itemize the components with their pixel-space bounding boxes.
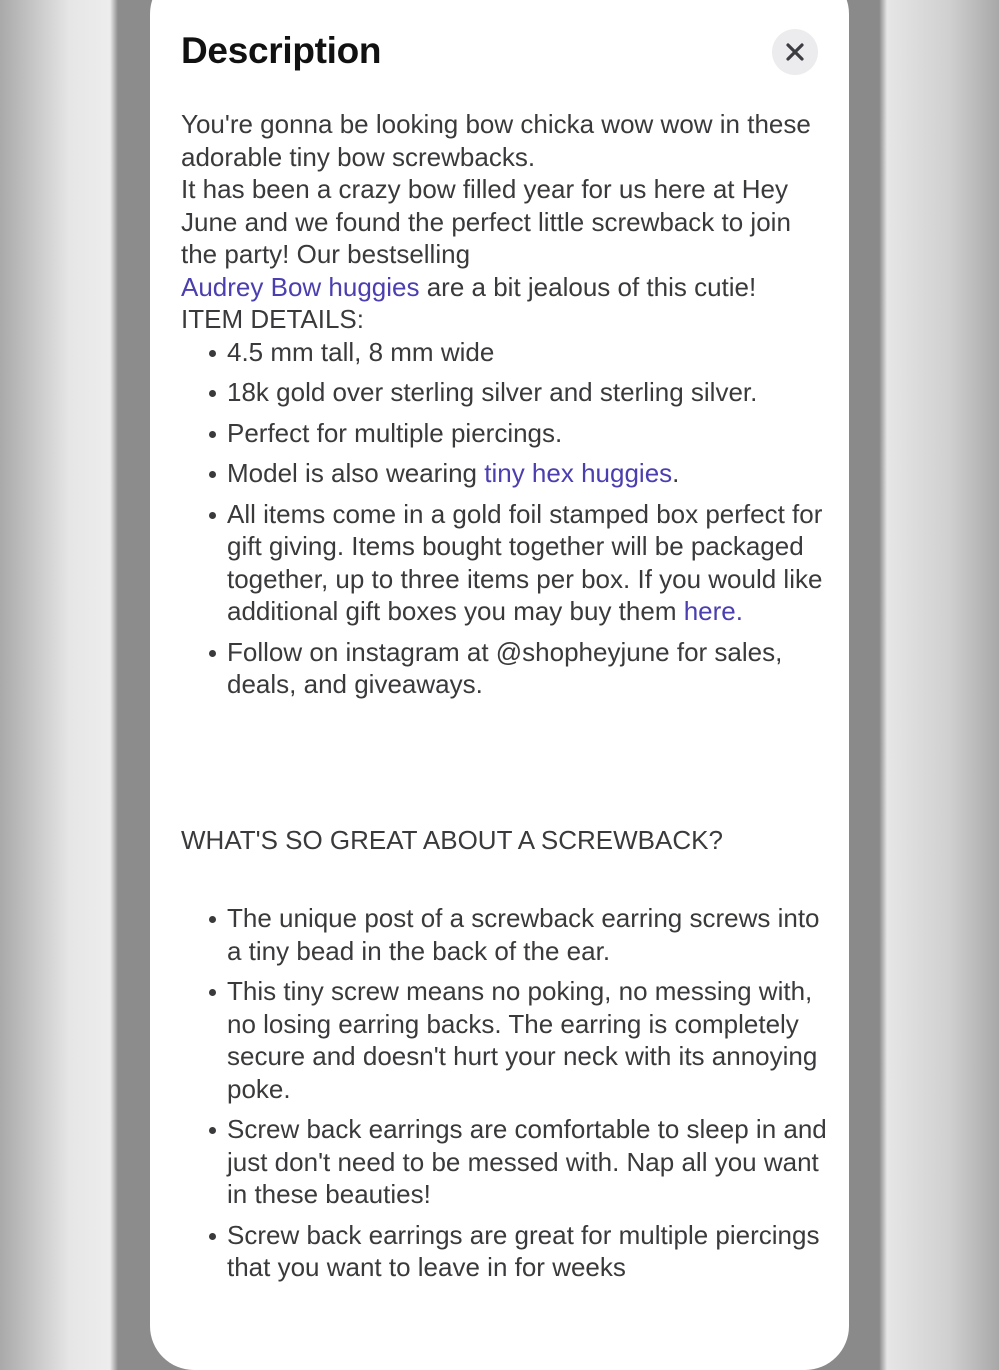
item-details-list: [181, 336, 831, 701]
modal-title: Description: [181, 30, 382, 71]
list-item: [209, 336, 831, 369]
list-item: [209, 498, 831, 628]
tiny-hex-huggies-link[interactable]: tiny hex huggies: [484, 458, 673, 488]
list-item-text: All items come in a gold foil stamped box perfect for gift giving. Items bought together will be packaged together, up to three items per box. If you would like additional gift boxes you may buy them: [227, 498, 823, 626]
list-item: Screw back earrings are great for multiple piercings that you want to leave in for weeks: [209, 1219, 831, 1284]
list-item-text: Perfect for multiple piercings.: [227, 417, 563, 448]
gift-boxes-here-link[interactable]: here.: [683, 596, 743, 626]
intro-paragraph-2: [181, 173, 831, 303]
list-item-text: 4.5 mm tall, 8 mm wide: [227, 336, 495, 367]
intro-text-end: are a bit jealous of this cutie!: [426, 271, 757, 302]
close-button[interactable]: [772, 29, 818, 75]
list-item: [209, 636, 831, 701]
list-item: Screw back earrings are comfortable to sleep in and just don't need to be messed with. Nap all you want in these beauties!: [209, 1113, 831, 1211]
list-item-text: Follow on instagram at @shopheyjune for sales, deals, and giveaways.: [227, 636, 783, 699]
list-item: [209, 457, 831, 490]
close-icon: [785, 42, 805, 62]
list-item: This tiny screw means no poking, no messing with, no losing earring backs. The earring is completely secure and doesn't hurt your neck with its annoying poke.: [209, 975, 831, 1105]
list-item: [209, 417, 831, 450]
intro-paragraph-1: You're gonna be looking bow chicka wow wow in these adorable tiny bow screwbacks.: [181, 109, 811, 172]
list-item-text: 18k gold over sterling silver and sterling silver.: [227, 377, 758, 407]
list-item: [209, 376, 831, 409]
screwback-benefits-list: [181, 902, 831, 1284]
description-content: [181, 108, 831, 1292]
list-item-punctuation: .: [672, 458, 680, 488]
intro-text: It has been a crazy bow filled year for us here at Hey June and we found the perfect little screwback to join the party! Our bestselling: [181, 174, 791, 269]
item-details-heading: ITEM DETAILS:: [181, 304, 364, 334]
audrey-bow-huggies-link[interactable]: Audrey Bow huggies: [181, 271, 420, 302]
list-item-text: Model is also wearing: [227, 458, 478, 488]
list-item: The unique post of a screwback earring screws into a tiny bead in the back of the ear.: [209, 902, 831, 967]
description-sheet: [150, 0, 849, 1370]
screwback-heading: WHAT'S SO GREAT ABOUT A SCREWBACK?: [181, 824, 723, 855]
